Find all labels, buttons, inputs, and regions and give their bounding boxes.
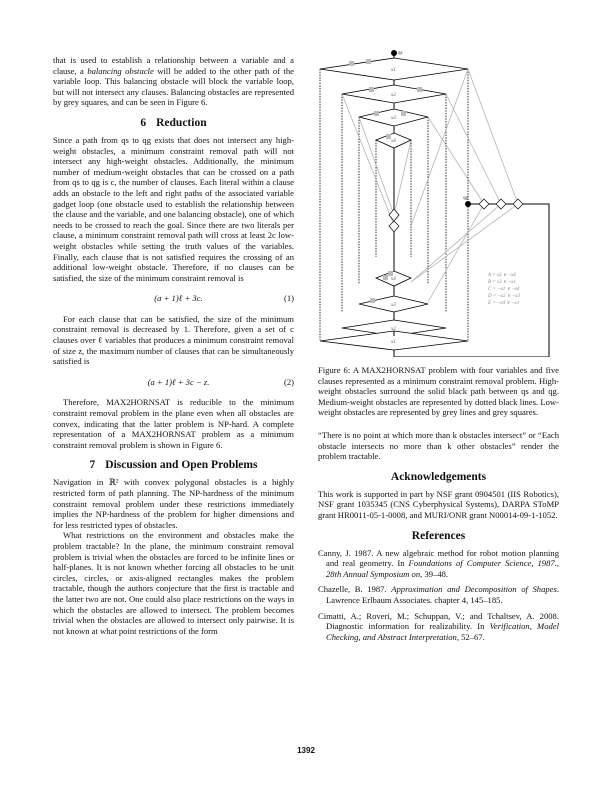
variable-label: x4 <box>391 139 396 144</box>
low-weight-lines <box>342 69 518 302</box>
clause-diamond <box>496 199 506 209</box>
goal-label: qg <box>463 196 468 201</box>
references-heading: References <box>411 529 466 542</box>
left-column <box>53 55 294 636</box>
clause-legend-item: E = ¬x4 ∨ ¬x1 <box>488 301 520 306</box>
section-6-paragraph-3: Therefore, MAX2HORNSAT is reducible to the minimum constraint removal problem in the plane even when all obstacles are convex, indicating that the latter problem is NP-hard. A complete representation of a MAX2HORNSAT problem as a minimum constraint removal problem is shown in Figure 6. <box>53 397 294 450</box>
clause-diamond <box>513 199 523 209</box>
clause-diamond <box>389 221 399 232</box>
grey-square <box>383 275 388 280</box>
grey-line <box>428 204 484 302</box>
start-label: qs <box>398 51 403 56</box>
intro-paragraph: that is used to establish a relationship between a variable and a clause, a balancing obstacle will be added to the other path of the variable loop. This balancing obstacle will block the variable loop, but will not intersect any clauses. Balancing obstacles are represented by grey squares, and can be seen in Figure 6. <box>53 55 294 108</box>
variable-label: x4 <box>391 277 396 282</box>
variable-label: x2 <box>391 327 396 332</box>
continuation-paragraph: “There is no point at which more than k obstacles intersect” or “Each obstacle intersects no more than k other obstacles” render the problem tractable. <box>318 429 559 462</box>
grey-square <box>374 111 379 116</box>
balancing-obstacle-term: balancing obstacle <box>87 65 154 76</box>
section-6-heading: 6 Reduction <box>140 116 207 129</box>
acknowledgements-text: This work is supported in part by NSF grant 0904501 (IIS Robotics), NSF grant 1035345 (CNS Cyberphysical Systems), DARPA SToMP grant HR0011-05-1-0008, and MURI/ONR grant N00014-09-1-1052. <box>318 488 559 520</box>
grey-line <box>359 117 394 215</box>
clause-diamond <box>389 209 399 221</box>
grey-square <box>401 111 406 116</box>
clause-legend-item: D = ¬x2 ∨ ¬x3 <box>488 294 520 299</box>
right-column <box>318 51 559 647</box>
grey-line <box>428 117 484 204</box>
section-6-paragraph-2: For each clause that can be satisfied, the size of the minimum constraint removal is decreased by 1. Therefore, given a set of c clauses over ℓ variables that produces a minimum constraint removal of size z, the maximum number of clauses that can be simultaneously satisfied is <box>53 313 294 367</box>
clause-diamond <box>479 199 489 209</box>
grey-line <box>394 140 411 215</box>
figure-6-caption: Figure 6: A MAX2HORNSAT problem with four variables and five clauses represented as a minimum constraint removal problem. High-weight obstacles surround the solid black path between qs and qg. Medium-weight obstacles are represented by dotted black lines. Low-weight obstacles are represented by grey lines and grey squares. <box>318 365 559 418</box>
reference-item: Cimatti, A.; Roveri, M.; Schuppan, V.; and Tchaltsev, A. 2008. Diagnostic information for realizability. In Verification, Model Checking, and Abstract Interpretation, 52–67. <box>318 610 559 642</box>
clause-legend-item: A = x3 ∨ ¬x4 <box>488 273 516 278</box>
clause-legend-item: C = ¬x1 ∨ ¬x4 <box>488 287 520 292</box>
clause-diamonds-left <box>389 209 399 232</box>
equation-1: (a + 1)ℓ + 3c. (1) <box>154 293 294 304</box>
clause-diamonds-right <box>479 199 523 209</box>
variable-label: x3 <box>391 116 396 121</box>
variable-label: x1 <box>391 340 396 345</box>
variable-label: x2 <box>391 93 396 98</box>
grey-square <box>388 271 393 276</box>
section-7-paragraph-1: Navigation in ℝ² with convex polygonal obstacles is a highly restricted form of path planning. The NP-hardness of the minimum constraint removal problem under these restrictions immediately implies the NP-hardness of the problem for higher dimensions and for less restricted types of obstacles. <box>53 477 294 530</box>
equation-2: (a + 1)ℓ + 3c − z. (2) <box>147 376 294 387</box>
grey-square <box>370 298 375 303</box>
figure-6 <box>318 49 559 357</box>
grey-square <box>417 87 422 92</box>
reference-item: Chazelle, B. 1987. Approximation and Decomposition of Shapes. Lawrence Erlbaum Associates. chapter 4, 145–185. <box>318 584 559 605</box>
reference-item: Canny, J. 1987. A new algebraic method for robot motion planning and real geometry. In Foundations of Computer Science, 1987., 28th Annual Symposium on, 39–48. <box>318 547 559 579</box>
grey-square <box>349 61 354 66</box>
section-7-heading: 7 Discussion and Open Problems <box>89 459 258 472</box>
section-7-paragraph-2: What restrictions on the environment and obstacles make the problem tractable? In the plane, the minimum constraint removal problem is trivial when the obstacles are forced to be infinite lines or half-planes. It is not known whether forcing all obstacles to be unit circles, circles, or axis-aligned rectangles makes the problem tractable, though the authors conjecture that the first is tractable and the latter two are not. One could also place restrictions on the ways in which the obstacles are allowed to intersect. The problem becomes trivial when the obstacles are allowed to intersect only pairwise. It is not known at what point restrictions of the form <box>53 530 294 636</box>
start-node <box>391 50 397 56</box>
section-6-paragraph-1: Since a path from qs to qg exists that does not intersect any high-weight obstacles, a minimum constraint removal path will not intersect any high-weight obstacles. Additionally, the minimum number of medium-weight obstacles that can be crossed on a path from qs to qg is c, the number of clauses. Each literal within a clause adds an obstacle to the left and right paths of the associated variable gadget loop (one obstacle used to establish the relationship between the clause and the variable, and one balancing obstacle), one of which needs to be crossed to reach the goal. Since there are two literals per clause, a minimum constraint removal path will cross at least 2c low-weight obstacles while setting the truth values of the variables. Finally, each clause that is not satisfied requires the crossing of an additional low-weight obstacle. Therefore, if no clauses can be satisfied, the size of the minimum constraint removal is <box>53 134 294 283</box>
grey-square <box>366 59 371 64</box>
acknowledgements-heading: Acknowledgements <box>390 470 487 483</box>
grey-square <box>369 87 374 92</box>
grey-line <box>411 204 518 282</box>
variable-label: x3 <box>391 303 396 308</box>
variable-label: x1 <box>391 68 396 73</box>
clause-legend-item: B = x3 ∨ ¬x1 <box>488 280 516 285</box>
max2hornsat-diagram <box>318 49 559 357</box>
clause-legend <box>487 273 520 306</box>
goal-node <box>465 201 471 207</box>
page-number: 1392 <box>297 746 315 755</box>
grey-line <box>468 69 518 204</box>
grey-line <box>411 204 501 282</box>
